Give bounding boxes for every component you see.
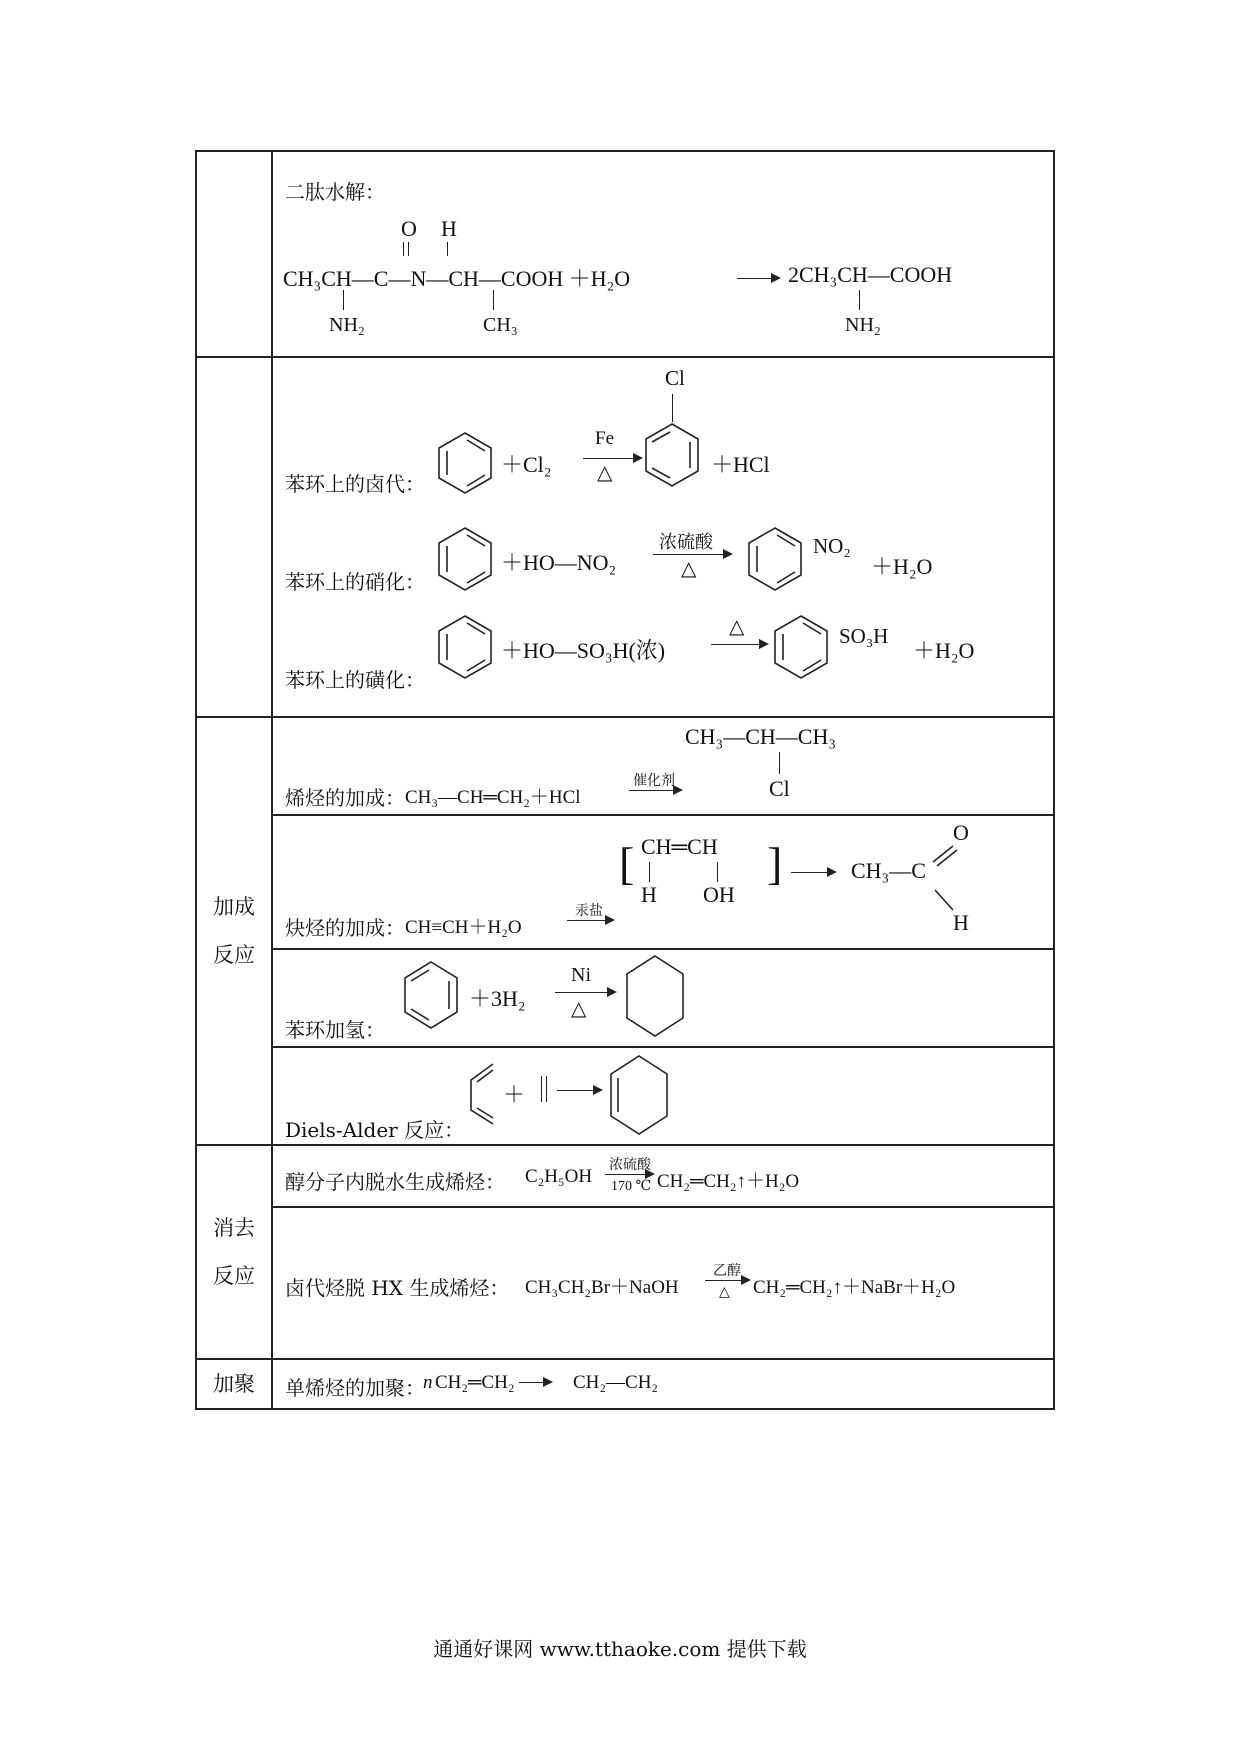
nitration-product: ＋H₂O — [871, 554, 933, 579]
peptide-nh2: NH₂ — [329, 314, 365, 336]
benzene-ring-icon — [403, 960, 459, 1030]
ethylene-bond-2 — [546, 1076, 547, 1102]
alkyne-catalyst: 汞盐 — [575, 904, 603, 919]
diels-alder-plus: ＋ — [503, 1082, 526, 1107]
hydrogenation-reagent: ＋3H₂ — [469, 986, 526, 1011]
category-polymerization: 加聚 — [196, 1359, 272, 1409]
alkyne-arrow — [567, 920, 613, 921]
tautomer-arrow — [791, 872, 835, 873]
halide-elimination-label: 卤代烃脱 HX 生成烯烃： — [285, 1276, 510, 1300]
dehydration-reactant: C₂H₅OH — [525, 1166, 593, 1187]
aldehyde-product: CH₃—C — [851, 858, 926, 883]
category-addition — [196, 717, 272, 1145]
bracket-right: ] — [767, 838, 783, 889]
diels-alder-label: Diels-Alder 反应： — [285, 1118, 465, 1142]
sulfonation-arrow — [711, 644, 767, 645]
cyclohexene-icon — [609, 1054, 669, 1136]
category-cell-empty-1 — [196, 151, 272, 357]
page-footer: 通通好课网 www.tthaoke.com 提供下载 — [433, 1637, 807, 1661]
sulfonation-product: ＋H₂O — [913, 638, 975, 663]
benzene-ring-icon — [747, 526, 803, 592]
peptide-nh2-product: NH₂ — [845, 314, 881, 336]
aldehyde-h: H — [953, 910, 969, 935]
alkyne-addition-cell — [272, 815, 1054, 949]
aldehyde-o: O — [953, 820, 969, 845]
dehydration-condition-bottom: 170 ℃ — [611, 1179, 652, 1194]
alcohol-dehydration-label: 醇分子内脱水生成烯烃： — [285, 1170, 505, 1194]
polymerization-arrow — [519, 1382, 551, 1383]
nitration-heat: △ — [681, 558, 697, 580]
peptide-h: H — [441, 216, 457, 241]
sulfonation-heat: △ — [729, 616, 745, 638]
category-addition-line2: 反应 — [213, 943, 255, 967]
peptide-double-bond-2 — [408, 242, 409, 256]
halogenation-heat: △ — [597, 462, 613, 484]
benzene-ring-icon — [437, 526, 493, 592]
dehydration-arrow — [605, 1174, 653, 1175]
diels-alder-arrow — [557, 1090, 601, 1091]
hydrogenation-heat: △ — [571, 998, 587, 1020]
category-addition-line1: 加成 — [213, 895, 255, 919]
alkene-product-bond — [779, 752, 780, 774]
enol-bond-h — [649, 862, 650, 882]
alkene-product: CH₃—CH—CH₃ — [685, 724, 837, 749]
alkene-addition-label: 烯烃的加成： — [285, 786, 405, 810]
peptide-o: O — [401, 216, 417, 241]
cyclohexane-icon — [625, 954, 685, 1038]
polymerization-label: 单烯烃的加聚： — [285, 1376, 425, 1400]
alcohol-dehydration-cell — [272, 1145, 1054, 1207]
halogenation-label: 苯环上的卤代： — [285, 472, 425, 496]
benzene-ring-icon — [773, 614, 829, 680]
elimination-condition-bottom: △ — [719, 1285, 730, 1300]
alkene-arrow — [629, 790, 681, 791]
diels-alder-cell — [272, 1047, 1054, 1145]
halide-elimination-cell — [272, 1207, 1054, 1359]
peptide-ch3: CH₃ — [483, 314, 518, 336]
elimination-condition-top: 乙醇 — [713, 1264, 741, 1279]
nitration-arrow — [653, 554, 731, 555]
category-cell-empty-2 — [196, 357, 272, 717]
enol-top: CH═CH — [641, 834, 718, 859]
nitration-label: 苯环上的硝化： — [285, 570, 425, 594]
category-elimination — [196, 1145, 272, 1359]
category-elimination-line1: 消去 — [213, 1216, 255, 1240]
halogenation-reagent: ＋Cl₂ — [501, 452, 552, 477]
polymerization-n: n — [423, 1372, 433, 1393]
category-elimination-line2: 反应 — [213, 1264, 255, 1288]
peptide-arrow — [737, 278, 779, 279]
peptide-product: 2CH₃CH—COOH — [788, 262, 953, 287]
enol-oh: OH — [703, 882, 735, 907]
polymerization-product: CH₂—CH₂ — [573, 1372, 659, 1393]
ethylene-bond-1 — [541, 1076, 542, 1102]
reaction-table — [195, 150, 1055, 1410]
dehydration-condition-top: 浓硫酸 — [609, 1158, 651, 1173]
benzene-ring-icon — [437, 431, 493, 495]
halogenation-catalyst: Fe — [595, 428, 614, 449]
peptide-hydrolysis-cell — [272, 151, 1054, 357]
peptide-hydrolysis-label: 二肽水解： — [285, 180, 385, 204]
nitrobenzene-no2: NO₂ — [813, 534, 851, 558]
enol-h: H — [641, 882, 657, 907]
nitration-reagent: ＋HO—NO₂ — [501, 550, 617, 575]
sulfonation-label: 苯环上的磺化： — [285, 668, 425, 692]
butadiene-icon — [463, 1058, 499, 1130]
alkene-catalyst: 催化剂 — [633, 774, 675, 789]
sulfonation-reagent: ＋HO—SO₃H(浓) — [501, 638, 666, 663]
peptide-bond-b — [493, 290, 494, 310]
alkene-product-cl: Cl — [769, 776, 790, 801]
enol-bond-oh — [717, 862, 718, 882]
peptide-bond-c — [859, 290, 860, 310]
peptide-reactant: CH₃CH—C—N—CH—COOH ＋H₂O — [283, 266, 631, 291]
halogenation-arrow — [583, 458, 641, 459]
elimination-reactants: CH₃CH₂Br＋NaOH — [525, 1277, 679, 1298]
chlorobenzene-bond — [672, 394, 673, 422]
polymerization-monomer: CH₂═CH₂ — [435, 1372, 515, 1393]
nitration-condition: 浓硫酸 — [659, 532, 713, 552]
chlorobenzene-cl: Cl — [665, 366, 685, 390]
benzene-ring-icon — [644, 422, 700, 488]
dehydration-product: CH₂═CH₂↑＋H₂O — [657, 1171, 800, 1192]
benzenesulfonic-so3h: SO₃H — [839, 624, 889, 648]
hydrogenation-cell — [272, 949, 1054, 1047]
peptide-bond-a — [343, 290, 344, 310]
polymerization-cell — [272, 1359, 1054, 1409]
elimination-arrow — [705, 1280, 749, 1281]
alkyne-addition-label: 炔烃的加成： — [285, 916, 405, 940]
halogenation-product: ＋HCl — [711, 452, 770, 477]
peptide-double-bond-1 — [403, 242, 404, 256]
benzene-ring-icon — [437, 614, 493, 680]
alkene-reactants: CH₃—CH═CH₂＋HCl — [405, 787, 581, 808]
bracket-left: [ — [619, 838, 635, 889]
benzene-substitution-cell — [272, 357, 1054, 717]
hydrogenation-arrow — [555, 992, 615, 993]
peptide-nh-bond — [447, 242, 448, 256]
alkene-addition-cell — [272, 717, 1054, 815]
aldehyde-bonds-icon — [929, 840, 969, 920]
hydrogenation-catalyst: Ni — [571, 964, 591, 986]
hydrogenation-label: 苯环加氢： — [285, 1018, 385, 1042]
elimination-product: CH₂═CH₂↑＋NaBr＋H₂O — [753, 1277, 956, 1298]
alkyne-reactants: CH≡CH＋H₂O — [405, 917, 522, 938]
